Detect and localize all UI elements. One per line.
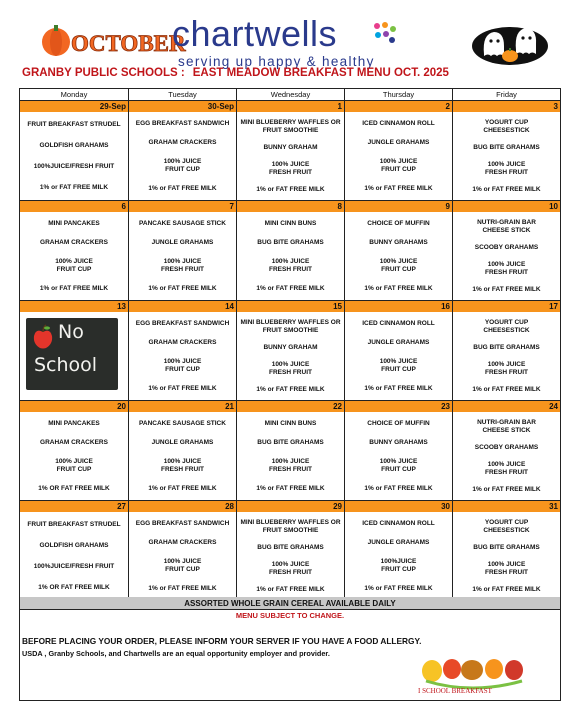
menu-item: YOGURT CUP CHEESESTICK [483, 318, 530, 334]
day-header-tuesday: Tuesday [129, 89, 237, 100]
menu-items [237, 312, 344, 398]
date-label: 2 [345, 101, 452, 112]
menu-item: GRAHAM CRACKERS [148, 338, 217, 346]
date-label: 23 [345, 401, 452, 412]
menu-item: GRAHAM CRACKERS [40, 438, 108, 446]
district-name: GRANBY PUBLIC SCHOOLS : [22, 67, 185, 79]
day-cell [345, 501, 453, 600]
menu-item: 100%JUICE/FRESH FRUIT [33, 562, 115, 570]
menu-item: 1% or FAT FREE MILK [256, 585, 325, 593]
menu-item: 100% JUICE FRESH FRUIT [161, 257, 204, 273]
week-row [20, 301, 560, 401]
brand-dots-icon [372, 20, 398, 46]
weeks-container [20, 101, 560, 601]
menu-item: NUTRI-GRAIN BAR CHEESE STICK [477, 418, 536, 434]
menu-item: 100%JUICE FRUIT CUP [380, 557, 417, 573]
october-logo [40, 20, 186, 60]
date-label: 10 [453, 201, 560, 212]
no-school-label-line2: School [34, 354, 98, 376]
date-label: 22 [237, 401, 344, 412]
menu-item: CHOICE OF MUFFIN [367, 419, 430, 427]
menu-item: 1% or FAT FREE MILK [148, 584, 217, 592]
menu-items [453, 112, 560, 198]
menu-item: JUNGLE GRAHAMS [367, 338, 430, 346]
menu-item: 100% JUICE FRESH FRUIT [161, 457, 204, 473]
menu-item: 1% or FAT FREE MILK [472, 285, 541, 293]
menu-item: PANCAKE SAUSAGE STICK [139, 219, 226, 227]
menu-item: JUNGLE GRAHAMS [367, 538, 430, 546]
menu-items [237, 112, 344, 198]
menu-items [453, 312, 560, 398]
menu-item: 1% or FAT FREE MILK [256, 385, 325, 393]
menu-item: MINI BLUEBERRY WAFFLES OR FRUIT SMOOTHIE [240, 518, 341, 534]
date-label: 29-Sep [20, 101, 128, 112]
day-cell [20, 301, 129, 400]
menu-item: BUNNY GRAHAMS [369, 238, 428, 246]
menu-item: FRUIT BREAKFAST STRUDEL [27, 120, 121, 128]
apple-icon [32, 324, 54, 350]
day-header-row [20, 89, 560, 101]
day-cell [129, 101, 237, 200]
day-cell [345, 101, 453, 200]
menu-item: 100% JUICE FRUIT CUP [379, 257, 418, 273]
menu-items [345, 412, 452, 498]
equal-opportunity-statement: USDA , Granby Schools, and Chartwells are an equal opportunity employer and provider. [22, 649, 330, 658]
menu-item: BUG BITE GRAHAMS [257, 438, 324, 446]
menu-items [453, 212, 560, 298]
day-cell [453, 101, 560, 200]
date-label: 17 [453, 301, 560, 312]
menu-items [20, 412, 128, 498]
page-header [0, 0, 578, 68]
brand-tagline: serving up happy & healthy [178, 54, 375, 69]
menu-item: 1% or FAT FREE MILK [364, 184, 433, 192]
menu-item: YOGURT CUP CHEESESTICK [483, 118, 530, 134]
menu-item: BUG BITE GRAHAMS [257, 238, 324, 246]
day-cell [237, 401, 345, 500]
day-cell [20, 101, 129, 200]
menu-item: 100% JUICE FRESH FRUIT [269, 360, 312, 376]
day-cell [237, 201, 345, 300]
menu-item: FRUIT BREAKFAST STRUDEL [27, 520, 121, 528]
day-cell [129, 201, 237, 300]
date-label: 7 [129, 201, 236, 212]
menu-item: 100% JUICE FRESH FRUIT [485, 360, 528, 376]
day-cell [129, 501, 237, 600]
date-label: 24 [453, 401, 560, 412]
day-cell [453, 301, 560, 400]
menu-item: EGG BREAKFAST SANDWICH [135, 319, 230, 327]
date-label: 3 [453, 101, 560, 112]
week-row [20, 501, 560, 601]
menu-item: 1% or FAT FREE MILK [364, 384, 433, 392]
menu-item: PANCAKE SAUSAGE STICK [139, 419, 226, 427]
day-header-friday: Friday [496, 90, 517, 99]
pumpkin-icon [40, 20, 186, 60]
day-cell [345, 201, 453, 300]
menu-item: ICED CINNAMON ROLL [362, 119, 435, 127]
day-cell [237, 101, 345, 200]
menu-item: 1% or FAT FREE MILK [256, 185, 325, 193]
menu-item: GRAHAM CRACKERS [148, 138, 217, 146]
menu-item: 1% or FAT FREE MILK [472, 585, 541, 593]
no-school-label-line1: No [58, 321, 84, 343]
menu-item: 100% JUICE FRESH FRUIT [269, 560, 312, 576]
day-cell [237, 301, 345, 400]
date-label: 28 [129, 501, 236, 512]
menu-items [129, 112, 236, 198]
date-label: 1 [237, 101, 344, 112]
menu-item: 100%JUICE/FRESH FRUIT [33, 162, 115, 170]
menu-item: 100% JUICE FRESH FRUIT [269, 160, 312, 176]
menu-item: 100% JUICE FRUIT CUP [163, 157, 202, 173]
menu-item: EGG BREAKFAST SANDWICH [135, 519, 230, 527]
menu-item: 100% JUICE FRUIT CUP [163, 557, 202, 573]
menu-item: BUG BITE GRAHAMS [473, 143, 540, 151]
menu-name: EAST MEADOW BREAKFAST MENU OCT. 2025 [192, 67, 449, 79]
menu-item: 100% JUICE FRUIT CUP [379, 157, 418, 173]
day-cell [345, 301, 453, 400]
menu-item: 1% or FAT FREE MILK [256, 284, 325, 292]
date-label: 9 [345, 201, 452, 212]
day-header-monday: Monday [20, 89, 129, 100]
svg-text:I SCHOOL BREAKFAST: I SCHOOL BREAKFAST [418, 687, 492, 695]
menu-items [129, 312, 236, 398]
menu-item: JUNGLE GRAHAMS [151, 238, 214, 246]
fruit-icon [422, 659, 523, 688]
day-cell [345, 401, 453, 500]
menu-item: 1% or FAT FREE MILK [364, 484, 433, 492]
menu-item: MINI CINN BUNS [264, 219, 317, 227]
menu-items [129, 212, 236, 298]
menu-item: 1% or FAT FREE MILK [472, 485, 541, 493]
menu-item: 100% JUICE FRUIT CUP [379, 357, 418, 373]
date-label: 16 [345, 301, 452, 312]
menu-items [237, 212, 344, 298]
day-cell [453, 201, 560, 300]
menu-item: 100% JUICE FRUIT CUP [55, 457, 93, 473]
menu-item: 1% or FAT FREE MILK [364, 284, 433, 292]
menu-item: 100% JUICE FRESH FRUIT [485, 560, 528, 576]
menu-items [345, 512, 452, 598]
menu-item: 1% or FAT FREE MILK [39, 183, 109, 191]
date-label: 6 [20, 201, 128, 212]
menu-item: 100% JUICE FRESH FRUIT [269, 457, 312, 473]
menu-item: GRAHAM CRACKERS [148, 538, 217, 546]
menu-item: ICED CINNAMON ROLL [362, 319, 435, 327]
day-cell [129, 301, 237, 400]
menu-item: BUG BITE GRAHAMS [257, 543, 324, 551]
menu-item: BUNNY GRAHAM [263, 143, 318, 151]
menu-items [129, 512, 236, 598]
cereal-banner: ASSORTED WHOLE GRAIN CEREAL AVAILABLE DAILY [20, 597, 560, 610]
date-label: 21 [129, 401, 236, 412]
date-label: 31 [453, 501, 560, 512]
menu-item: 1% or FAT FREE MILK [472, 385, 541, 393]
menu-item: 100% JUICE FRESH FRUIT [485, 260, 528, 276]
menu-item: 100% JUICE FRUIT CUP [379, 457, 418, 473]
menu-item: YOGURT CUP CHEESESTICK [483, 518, 530, 534]
svg-text:OCTOBER: OCTOBER [71, 31, 186, 56]
menu-item: 1% or FAT FREE MILK [39, 284, 109, 292]
date-label: 15 [237, 301, 344, 312]
menu-item: 1% or FAT FREE MILK [148, 484, 217, 492]
day-header-wednesday: Wednesday [237, 89, 345, 100]
menu-item: BUNNY GRAHAM [263, 343, 318, 351]
no-school-chalkboard [26, 318, 118, 390]
menu-footer [19, 597, 561, 701]
day-cell [453, 401, 560, 500]
date-label: 27 [20, 501, 128, 512]
menu-item: 1% or FAT FREE MILK [148, 184, 217, 192]
menu-item: GOLDFISH GRAHAMS [39, 541, 109, 549]
date-label: 29 [237, 501, 344, 512]
menu-items [237, 512, 344, 598]
menu-items [453, 512, 560, 598]
menu-item: MINI BLUEBERRY WAFFLES OR FRUIT SMOOTHIE [240, 118, 341, 134]
menu-item: BUG BITE GRAHAMS [473, 543, 540, 551]
menu-items [129, 412, 236, 498]
menu-item: 1% or FAT FREE MILK [256, 484, 325, 492]
menu-item: 1% or FAT FREE MILK [148, 284, 217, 292]
school-breakfast-logo [412, 655, 540, 697]
date-label: 13 [20, 301, 128, 312]
menu-items [20, 512, 128, 598]
menu-item: 1% or FAT FREE MILK [148, 384, 217, 392]
ghost-icon [470, 20, 550, 66]
day-cell [237, 501, 345, 600]
menu-items [345, 112, 452, 198]
date-label: 14 [129, 301, 236, 312]
menu-items [20, 212, 128, 298]
menu-item: 100% JUICE FRESH FRUIT [485, 160, 528, 176]
week-row [20, 201, 560, 301]
menu-item: NUTRI-GRAIN BAR CHEESE STICK [477, 218, 536, 234]
menu-items [453, 412, 560, 498]
chartwells-logo [172, 13, 412, 69]
menu-item: BUNNY GRAHAMS [369, 438, 428, 446]
menu-title [22, 67, 562, 85]
day-header-thursday: Thursday [345, 89, 453, 100]
menu-item: ICED CINNAMON ROLL [362, 519, 435, 527]
menu-item: 100% JUICE FRESH FRUIT [269, 257, 312, 273]
day-cell [20, 201, 129, 300]
menu-items [345, 212, 452, 298]
menu-item: 1% or FAT FREE MILK [364, 584, 433, 592]
menu-item: JUNGLE GRAHAMS [151, 438, 214, 446]
day-cell [20, 501, 129, 600]
menu-item: SCOOBY GRAHAMS [474, 243, 539, 251]
menu-items [237, 412, 344, 498]
menu-item: MINI PANCAKES [48, 219, 100, 227]
menu-item: 1% OR FAT FREE MILK [38, 583, 110, 591]
menu-item: JUNGLE GRAHAMS [367, 138, 430, 146]
menu-item: MINI CINN BUNS [264, 419, 317, 427]
menu-item: SCOOBY GRAHAMS [474, 443, 539, 451]
brand-name: chartwells [172, 13, 338, 54]
menu-item: GOLDFISH GRAHAMS [39, 141, 109, 149]
day-cell [129, 401, 237, 500]
allergy-notice: BEFORE PLACING YOUR ORDER, PLEASE INFORM YOUR SERVER IF YOU HAVE A FOOD ALLERGY. [22, 636, 422, 646]
day-cell [453, 501, 560, 600]
menu-item: MINI PANCAKES [48, 419, 100, 427]
menu-items [345, 312, 452, 398]
week-row [20, 101, 560, 201]
menu-calendar [19, 88, 561, 602]
menu-item: 100% JUICE FRUIT CUP [55, 257, 93, 273]
menu-item: EGG BREAKFAST SANDWICH [135, 119, 230, 127]
subject-to-change-note: MENU SUBJECT TO CHANGE. [235, 611, 345, 620]
day-cell [20, 401, 129, 500]
date-label: 8 [237, 201, 344, 212]
week-row [20, 401, 560, 501]
menu-item: 1% or FAT FREE MILK [472, 185, 541, 193]
menu-item: 1% OR FAT FREE MILK [38, 484, 110, 492]
menu-item: 100% JUICE FRESH FRUIT [485, 460, 528, 476]
date-label: 30-Sep [129, 101, 236, 112]
menu-item: GRAHAM CRACKERS [40, 238, 108, 246]
menu-items [20, 112, 128, 198]
menu-item: CHOICE OF MUFFIN [367, 219, 430, 227]
date-label: 30 [345, 501, 452, 512]
menu-item: MINI BLUEBERRY WAFFLES OR FRUIT SMOOTHIE [240, 318, 341, 334]
menu-item: BUG BITE GRAHAMS [473, 343, 540, 351]
date-label: 20 [20, 401, 128, 412]
menu-item: 100% JUICE FRUIT CUP [163, 357, 202, 373]
